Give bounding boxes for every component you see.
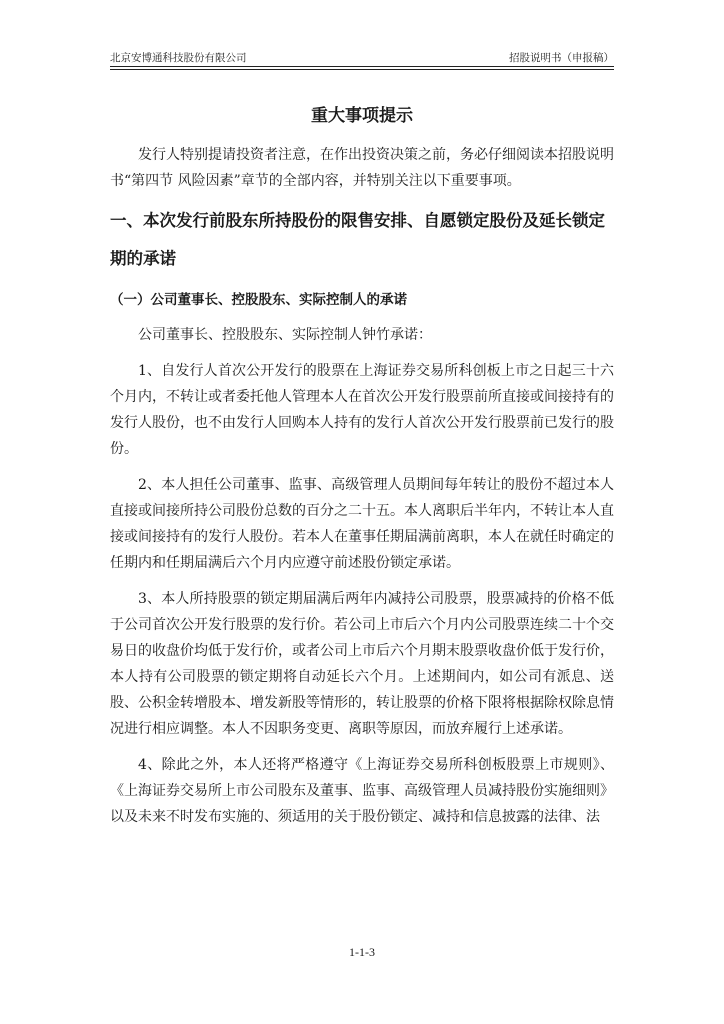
commitment-item-4: 4、除此之外，本人还将严格遵守《上海证券交易所科创板股票上市规则》、《上海证券交易所上市公司股东及董事、监事、高级管理人员减持股份实施细则》以及未来不时发布实施的、须适用的关于股份锁定、减持和信息披露的法律、法 bbox=[110, 757, 614, 825]
header-company-name: 北京安博通科技股份有限公司 bbox=[110, 52, 247, 64]
commitment-item-2: 2、本人担任公司董事、监事、高级管理人员期间每年转让的股份不超过本人直接或间接所持公司股份总数的百分之二十五。本人离职后半年内，不转让本人直接或间接持有的发行人股份。若本人在董事任期届满前离职，本人在就任时确定的任期内和任期届满后六个月内应遵守前述股份锁定承诺。 bbox=[110, 477, 614, 571]
page-title: 重大事项提示 bbox=[311, 106, 413, 126]
commitment-item-1: 1、自发行人首次公开发行的股票在上海证券交易所科创板上市之日起三十六个月内，不转让或者委托他人管理本人在首次公开发行股票前所直接或间接持有的发行人股份，也不由发行人回购本人持有的发行人首次公开发行股票前已发行的股份。 bbox=[110, 363, 614, 457]
header-document-type: 招股说明书（申报稿） bbox=[509, 52, 614, 64]
section-heading-1: 一、本次发行前股东所持股份的限售安排、自愿锁定股份及延长锁定期的承诺 bbox=[110, 211, 605, 268]
page-header bbox=[110, 50, 614, 66]
page-number: 1-1-3 bbox=[349, 945, 375, 959]
commitment-lead: 公司董事长、控股股东、实际控制人钟竹承诺： bbox=[138, 327, 432, 343]
intro-paragraph: 发行人特别提请投资者注意，在作出投资决策之前，务必仔细阅读本招股说明书“第四节 风险因素”章节的全部内容，并特别关注以下重要事项。 bbox=[110, 147, 614, 189]
commitment-item-3: 3、本人所持股票的锁定期届满后两年内减持公司股票，股票减持的价格不低于公司首次公开发行股票的发行价。若公司上市后六个月内公司股票连续二十个交易日的收盘价均低于发行价，或者公司上市后六个月期末股票收盘价低于发行价，本人持有公司股票的锁定期将自动延长六个月。上述期间内，如公司有派息、送股、公积金转增股本、增发新股等情形的，转让股票的价格下限将根据除权除息情况进行相应调整。本人不因职务变更、离职等原因，而放弃履行上述承诺。 bbox=[110, 591, 614, 737]
page-body bbox=[110, 100, 614, 830]
header-rule-top bbox=[110, 66, 614, 67]
subsection-heading-1: （一）公司董事长、控股股东、实际控制人的承诺 bbox=[110, 292, 407, 308]
header-rule-bottom bbox=[110, 69, 614, 70]
